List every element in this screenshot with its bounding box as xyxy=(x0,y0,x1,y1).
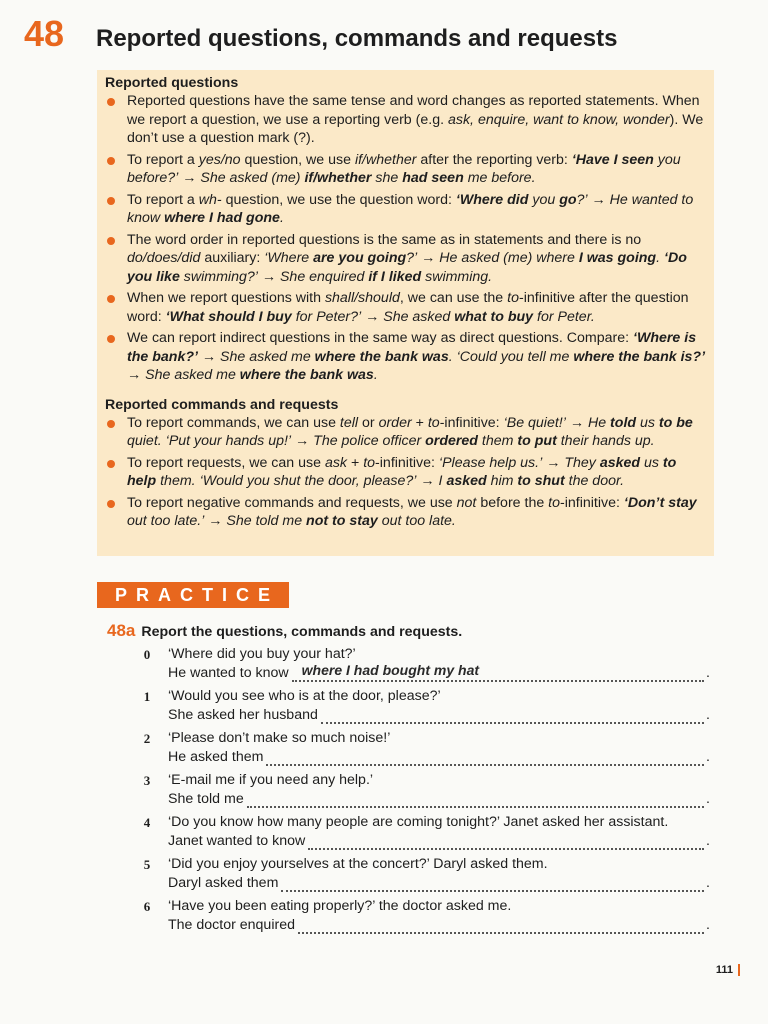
answer-line xyxy=(168,706,710,725)
rule-segment: I was going xyxy=(578,250,657,266)
rule-segment: if I liked xyxy=(368,268,422,285)
rule-segment: auxiliary: xyxy=(200,250,265,266)
rule-segment: asked xyxy=(446,473,487,489)
page-number-mark xyxy=(738,964,740,976)
rule-segment: for Peter. xyxy=(533,308,595,325)
item-number: 1 xyxy=(143,689,151,704)
rule-segment: asked xyxy=(599,454,641,471)
rule-segment: ‘Don’t stay xyxy=(623,494,697,511)
rule-segment: shall/should xyxy=(324,290,400,306)
rule-segment: to xyxy=(363,454,376,471)
exercise-instruction: Report the questions, commands and requests. xyxy=(141,624,463,640)
rule-segment: not xyxy=(456,494,477,511)
item-end: . xyxy=(706,706,710,723)
item-prompt: ‘Please don’t make so much noise!’ xyxy=(168,730,391,746)
item-number: 3 xyxy=(143,773,151,788)
item-end: . xyxy=(706,874,710,891)
rule-segment: us xyxy=(640,454,663,471)
exercise-list xyxy=(140,645,710,939)
item-number: 2 xyxy=(143,731,151,746)
rule-segment: He xyxy=(587,414,611,431)
item-prompt: ‘Where did you buy your hat?’ xyxy=(168,646,356,662)
rule-segment: , we can use the xyxy=(399,290,508,306)
rule-segment: → xyxy=(587,191,610,208)
rule-text xyxy=(127,152,681,187)
exercise-number: 48a xyxy=(107,621,136,640)
rule-segment: To report a xyxy=(127,191,199,208)
rule-segment: She asked me xyxy=(145,367,240,383)
rule-segment: them. xyxy=(156,473,196,489)
rule-segment: ‘Be quiet!’ xyxy=(503,414,566,431)
rule-segment: for Peter?’ xyxy=(291,308,362,325)
rule-segment: you xyxy=(528,191,560,208)
rule-segment: order xyxy=(378,414,412,431)
rule-segment: ‘What should I xyxy=(165,308,263,325)
answer-line xyxy=(168,661,710,683)
rule-segment: are you going xyxy=(313,250,407,266)
rule-segment: ‘Where is the bank?’ xyxy=(127,330,697,365)
rule-segment: before the xyxy=(476,494,549,511)
answer-line xyxy=(168,874,710,893)
rule-segment: them xyxy=(477,433,518,449)
rule-segment: He wanted to know xyxy=(127,191,694,226)
rule-segment: ordered xyxy=(425,433,478,449)
rule-segment: told xyxy=(610,414,637,431)
item-lead: She told me xyxy=(168,790,244,807)
rule-segment: When we report questions with xyxy=(127,290,325,306)
rule-segment: ‘Please help us.’ xyxy=(438,454,543,471)
item-end: . xyxy=(706,832,710,849)
rule-segment: -infinitive: xyxy=(439,414,504,431)
rule-segment: where the bank is?’ xyxy=(573,348,706,365)
rule-segment: me before. xyxy=(463,170,536,186)
rule-segment: I xyxy=(438,473,447,489)
rule-segment: to help xyxy=(127,454,677,489)
rule-segment: + xyxy=(347,454,364,471)
rule-segment: to xyxy=(427,414,440,431)
answer-line xyxy=(168,748,710,767)
rule-segment: swimming. xyxy=(421,268,493,285)
rule-segment: He asked (me) where xyxy=(439,250,579,266)
rule-segment: To report negative commands and requests, we use xyxy=(127,494,457,511)
answer-field[interactable] xyxy=(321,710,704,724)
rule-segment: ‘Where xyxy=(264,250,314,266)
bullet-icon xyxy=(107,157,115,165)
bullet-icon xyxy=(107,98,115,106)
rule-segment: → xyxy=(257,268,280,285)
rule-segment: She asked xyxy=(383,308,455,325)
exercise-item xyxy=(140,729,710,771)
rule-segment: + xyxy=(411,414,428,431)
page-number xyxy=(716,964,740,976)
rule-segment: where the bank was xyxy=(314,348,449,365)
bullet-icon xyxy=(107,500,115,508)
rule-segment: quiet. xyxy=(127,433,162,449)
answer-field[interactable] xyxy=(308,836,704,850)
item-prompt: ‘Did you enjoy yourselves at the concert?’ Daryl asked them. xyxy=(168,856,548,872)
rule-text xyxy=(127,290,689,325)
answer-field[interactable] xyxy=(266,752,704,766)
item-number: 6 xyxy=(143,899,151,914)
reported-questions-rules xyxy=(105,92,706,385)
item-prompt: ‘E-mail me if you need any help.’ xyxy=(168,772,374,788)
rule-segment: if/whether xyxy=(304,170,372,186)
rule-segment: do/does/did xyxy=(127,250,201,266)
exercise-item xyxy=(140,771,710,813)
item-prompt: ‘Would you see who is at the door, please?’ xyxy=(168,688,441,704)
item-lead: Janet wanted to know xyxy=(168,832,306,849)
rule-segment: To report requests, we can use xyxy=(127,454,325,471)
rule-segment: question, we use xyxy=(240,151,355,168)
rule-segment: the door. xyxy=(564,473,625,489)
rule-item xyxy=(105,494,706,531)
rule-segment: Reported questions have the same tense and word changes as reported statements. When we report a question, we use a reporting verb (e.g. xyxy=(127,93,700,128)
rule-segment: → xyxy=(542,454,565,471)
answer-field[interactable] xyxy=(247,794,704,808)
rule-segment: question, we use the question word: xyxy=(221,191,456,208)
rule-segment: yes/no xyxy=(198,151,241,168)
exercise-item xyxy=(140,855,710,897)
item-prompt: ‘Have you been eating properly?’ the doctor asked me. xyxy=(168,898,512,914)
exercise-item xyxy=(140,645,710,687)
rule-segment: ‘Could you tell me xyxy=(456,348,574,365)
bullet-icon xyxy=(107,237,115,245)
item-lead: Daryl asked them xyxy=(168,874,279,891)
rule-segment: -infinitive after the question word: xyxy=(127,290,689,325)
reported-questions-heading: Reported questions xyxy=(105,75,239,91)
item-number: 4 xyxy=(143,815,151,830)
bullet-icon xyxy=(107,460,115,468)
exercise-item xyxy=(140,687,710,729)
item-lead: He wanted to know xyxy=(168,664,289,681)
rule-text xyxy=(127,330,705,383)
exercise-item xyxy=(140,813,710,855)
rule-segment: → xyxy=(178,170,201,186)
rule-segment: their hands up. xyxy=(556,433,655,449)
rule-segment: We can report indirect questions in the same way as direct questions. Compare: xyxy=(127,330,634,346)
rule-item xyxy=(105,329,706,385)
rule-segment: . xyxy=(373,367,378,383)
rule-segment: → xyxy=(204,513,227,529)
rule-text xyxy=(127,495,697,530)
rule-segment: out too late. xyxy=(377,513,456,529)
rule-segment: . xyxy=(279,210,284,226)
rule-segment: The word order in reported questions is the same as in statements and there is no xyxy=(127,231,642,248)
item-end: . xyxy=(706,748,710,765)
rule-segment: She asked (me) xyxy=(200,170,305,186)
reported-commands-rules xyxy=(105,414,706,531)
unit-number: 48 xyxy=(24,13,65,54)
rule-segment: . xyxy=(656,250,661,266)
rule-segment: swimming?’ xyxy=(179,268,258,285)
rule-segment: him xyxy=(486,473,518,489)
rule-segment: she xyxy=(371,170,403,186)
item-lead: He asked them xyxy=(168,748,264,765)
rule-segment: She asked me xyxy=(220,348,315,365)
exercise-heading xyxy=(107,621,462,641)
rule-segment: . xyxy=(448,348,453,365)
rule-item xyxy=(105,231,706,287)
rule-segment: → xyxy=(416,473,439,489)
rule-segment: -infinitive: xyxy=(375,454,439,471)
rule-segment: go xyxy=(559,191,577,208)
rule-segment: To report a xyxy=(127,151,199,168)
rule-text xyxy=(127,93,703,146)
answer-line xyxy=(168,790,710,809)
answer-line xyxy=(168,916,710,935)
rule-segment: ?’ xyxy=(406,250,418,266)
practice-banner: PRACTICE xyxy=(97,582,289,608)
rule-item xyxy=(105,151,706,188)
rule-segment: us xyxy=(636,414,659,431)
rule-segment: what to buy xyxy=(454,308,534,325)
answer-field[interactable] xyxy=(281,878,704,892)
answer-field[interactable] xyxy=(292,661,704,682)
rule-item xyxy=(105,191,706,228)
rule-segment: ). We don’t use a question mark (?). xyxy=(127,111,704,146)
rule-segment: wh- xyxy=(198,191,222,208)
bullet-icon xyxy=(107,295,115,303)
answer-field[interactable] xyxy=(298,920,704,934)
grammar-explanation-box xyxy=(97,70,714,556)
rule-segment: ‘Would you shut the door, please?’ xyxy=(199,473,417,489)
rule-segment: ‘Have I seen xyxy=(571,151,654,168)
rule-segment: to xyxy=(548,494,561,511)
bullet-icon xyxy=(107,197,115,205)
rule-segment: not to stay xyxy=(306,513,378,529)
rule-segment: had seen xyxy=(402,170,464,186)
exercise-item xyxy=(140,897,710,939)
rule-segment: → xyxy=(291,433,314,449)
rule-text xyxy=(127,192,693,227)
item-end: . xyxy=(706,790,710,807)
rule-segment: They xyxy=(564,454,600,471)
rule-segment: buy xyxy=(262,308,292,325)
rule-segment: tell xyxy=(339,414,359,431)
rule-segment: after the reporting verb: xyxy=(416,151,572,168)
rule-text xyxy=(127,232,687,285)
rule-segment: where I had gone xyxy=(164,210,280,226)
rule-segment: To report commands, we can use xyxy=(127,414,340,431)
rule-segment: ‘Do you like xyxy=(127,250,687,285)
rule-item xyxy=(105,92,706,148)
handwritten-answer: where I had bought my hat xyxy=(301,661,480,678)
rule-segment: out too late.’ xyxy=(127,513,205,529)
rule-item xyxy=(105,414,706,451)
item-number: 5 xyxy=(143,857,151,872)
rule-segment: to put xyxy=(517,433,557,449)
rule-segment: ‘Where did xyxy=(455,191,529,208)
rule-segment: She told me xyxy=(226,513,307,529)
rule-segment: ?’ xyxy=(576,191,588,208)
item-end: . xyxy=(706,916,710,933)
item-number: 0 xyxy=(143,647,151,662)
rule-text xyxy=(127,455,676,490)
rule-segment: ask xyxy=(324,454,348,471)
rule-segment: if/whether xyxy=(354,151,417,168)
rule-segment: → xyxy=(361,308,384,325)
rule-text xyxy=(127,415,693,450)
bullet-icon xyxy=(107,420,115,428)
rule-segment: ask, enquire, want to know, wonder xyxy=(447,111,670,128)
rule-segment: or xyxy=(358,414,379,431)
rule-segment: you before?’ xyxy=(127,151,681,186)
page-number-text: 111 xyxy=(715,964,733,976)
rule-segment: to xyxy=(507,290,519,306)
rule-segment: ‘Put your hands up!’ xyxy=(165,433,292,449)
item-end: . xyxy=(706,664,710,681)
rule-segment: where the bank was xyxy=(239,367,374,383)
rule-segment: → xyxy=(197,348,221,365)
reported-commands-heading: Reported commands and requests xyxy=(105,396,339,413)
item-lead: She asked her husband xyxy=(168,706,318,723)
rule-segment: to shut xyxy=(517,473,565,489)
rule-item xyxy=(105,289,706,326)
rule-segment: The police officer xyxy=(313,433,426,449)
rule-segment: → xyxy=(565,414,588,431)
page-title: Reported questions, commands and requests xyxy=(96,25,618,52)
rule-segment: → xyxy=(127,367,146,383)
item-prompt: ‘Do you know how many people are coming tonight?’ Janet asked her assistant. xyxy=(168,814,669,830)
bullet-icon xyxy=(107,335,115,343)
rule-segment: → xyxy=(417,250,440,266)
rule-segment: -infinitive: xyxy=(560,494,624,511)
rule-segment: She enquired xyxy=(279,268,369,285)
rule-segment: to be xyxy=(658,414,693,431)
rule-item xyxy=(105,454,706,491)
item-lead: The doctor enquired xyxy=(168,916,295,933)
answer-line xyxy=(168,832,710,851)
